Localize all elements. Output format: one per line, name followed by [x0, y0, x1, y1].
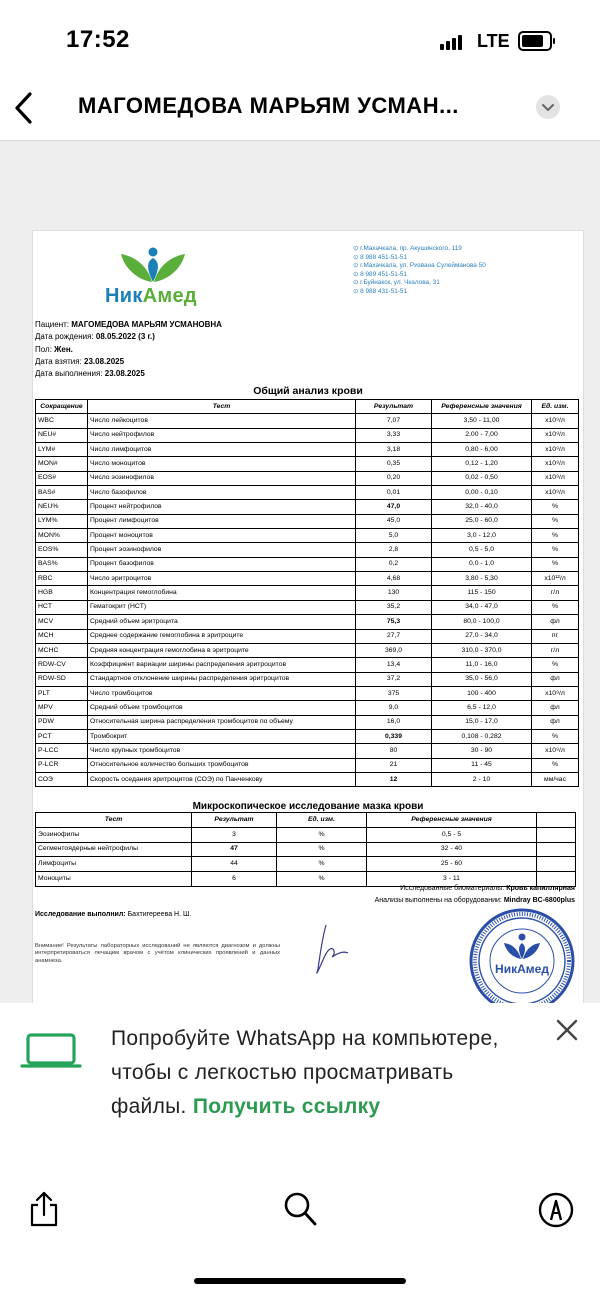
- clinic-address-line: ⊙ г.Махачкала, пр. Акушинского, 119: [353, 245, 462, 252]
- reference-cell: 3,0 - 12,0: [432, 529, 532, 543]
- table-row: [36, 500, 579, 514]
- result-cell: 35,2: [356, 600, 432, 614]
- reference-cell: 6,5 - 12,0: [432, 701, 532, 715]
- bottom-toolbar: [0, 1173, 600, 1297]
- result-cell: 12: [356, 772, 432, 786]
- unit-cell: %: [532, 729, 579, 743]
- table-row: [36, 643, 579, 657]
- result-cell: 0,20: [356, 471, 432, 485]
- reference-cell: 0,0 - 1,0: [432, 557, 532, 571]
- viewer-header: [0, 80, 600, 141]
- table-row: [36, 557, 579, 571]
- abbreviation-cell: PDW: [36, 715, 88, 729]
- result-cell: 0,01: [356, 486, 432, 500]
- result-cell: 45,0: [356, 514, 432, 528]
- test-name-cell: Относительная ширина распределения тромбоцитов по объему: [88, 715, 356, 729]
- title-menu-button[interactable]: [536, 95, 560, 119]
- micro-unit-cell: %: [277, 842, 367, 857]
- table-row: [36, 744, 579, 758]
- result-cell: 47,0: [356, 500, 432, 514]
- micro-result-cell: 47: [192, 842, 277, 857]
- reference-cell: 25,0 - 60,0: [432, 514, 532, 528]
- abbreviation-cell: P-LCC: [36, 744, 88, 758]
- chevron-down-icon: [536, 95, 560, 119]
- table-row: [36, 514, 579, 528]
- test-name-cell: Число лимфоцитов: [88, 443, 356, 457]
- unit-cell: x10⁹/л: [532, 457, 579, 471]
- table-row: [36, 715, 579, 729]
- unit-cell: x10⁹/л: [532, 486, 579, 500]
- reference-cell: 0,00 - 0,10: [432, 486, 532, 500]
- reference-cell: 0,108 - 0,282: [432, 729, 532, 743]
- test-name-cell: Число моноцитов: [88, 457, 356, 471]
- test-name-cell: Скорость оседания эритроцитов (СОЭ) по Панченкову: [88, 772, 356, 786]
- blood-column-header: Тест: [88, 400, 356, 414]
- test-name-cell: Число эритроцитов: [88, 572, 356, 586]
- reference-cell: 34,0 - 47,0: [432, 600, 532, 614]
- unit-cell: %: [532, 543, 579, 557]
- status-bar: [0, 0, 600, 80]
- unit-cell: г/л: [532, 643, 579, 657]
- abbreviation-cell: PCT: [36, 729, 88, 743]
- result-cell: 0,2: [356, 557, 432, 571]
- reference-cell: 310,0 - 370,0: [432, 643, 532, 657]
- test-name-cell: Число лейкоцитов: [88, 414, 356, 428]
- unit-cell: мм/час: [532, 772, 579, 786]
- micro-result-cell: 6: [192, 872, 277, 887]
- table-row: [36, 629, 579, 643]
- reference-cell: 100 - 400: [432, 686, 532, 700]
- reference-cell: 30 - 90: [432, 744, 532, 758]
- micro-unit-cell: %: [277, 872, 367, 887]
- result-cell: 75,3: [356, 615, 432, 629]
- unit-cell: г/л: [532, 586, 579, 600]
- reference-cell: 27,0 - 34,0: [432, 629, 532, 643]
- patient-info: Пациент: МАГОМЕДОВА МАРЬЯМ УСМАНОВНА Дата рождения: 08.05.2022 (3 г.) Пол: Жен. Дата взятия: 23.08.2025 Дата выполнения: 23.08.2025: [35, 320, 222, 379]
- laptop-icon: [20, 1031, 82, 1071]
- unit-cell: %: [532, 514, 579, 528]
- unit-cell: %: [532, 758, 579, 772]
- disclaimer-text: Внимание! Результаты лабораторных исследований не являются диагнозом и должны интерпретироваться лечащим врачом с учётом клинических проявлений и данных анамнеза.: [35, 943, 280, 964]
- table-row: [36, 457, 579, 471]
- micro-column-header: Тест: [36, 813, 192, 828]
- blood-column-header: Референсные значения: [432, 400, 532, 414]
- abbreviation-cell: LYM#: [36, 443, 88, 457]
- clinic-address-line: ⊙ г.Буйнакск, ул. Чкалова, 31: [353, 279, 440, 287]
- blood-test-table: [35, 399, 579, 787]
- table-row: [36, 443, 579, 457]
- micro-unit-cell: %: [277, 827, 367, 842]
- reference-cell: 0,02 - 0,50: [432, 471, 532, 485]
- micro-result-cell: 3: [192, 827, 277, 842]
- unit-cell: x10⁹/л: [532, 443, 579, 457]
- abbreviation-cell: WBC: [36, 414, 88, 428]
- clinic-address-line: ⊙ 8 988 451-51-51: [353, 253, 408, 261]
- micro-test-cell: Сегментоядерные нейтрофилы: [36, 842, 192, 857]
- table-row: [36, 529, 579, 543]
- result-cell: 2,8: [356, 543, 432, 557]
- share-button[interactable]: [26, 1189, 62, 1234]
- abbreviation-cell: EOS#: [36, 471, 88, 485]
- test-name-cell: Концентрация гемоглобина: [88, 586, 356, 600]
- table-row: [36, 615, 579, 629]
- table-row: [36, 842, 576, 857]
- test-name-cell: Процент эозинофилов: [88, 543, 356, 557]
- micro-result-cell: 44: [192, 857, 277, 872]
- unit-cell: фл: [532, 615, 579, 629]
- table-row: [36, 686, 579, 700]
- blood-column-header: Ед. изм.: [532, 400, 579, 414]
- micro-test-cell: Лимфоциты: [36, 857, 192, 872]
- test-name-cell: Среднее содержание гемоглобина в эритроците: [88, 629, 356, 643]
- unit-cell: x10¹²/л: [532, 572, 579, 586]
- test-name-cell: Процент базофилов: [88, 557, 356, 571]
- micro-test-cell: Моноциты: [36, 872, 192, 887]
- lab-report-document[interactable]: [32, 230, 584, 1004]
- banner-text: Попробуйте WhatsApp на компьютере, чтобы с легкостью просматривать файлы. Получить ссылку: [111, 1027, 499, 1118]
- table-row: [36, 827, 576, 842]
- unit-cell: %: [532, 529, 579, 543]
- abbreviation-cell: MCH: [36, 629, 88, 643]
- table-row: [36, 701, 579, 715]
- test-name-cell: Гематокрит (HCT): [88, 600, 356, 614]
- micro-reference-cell: 25 - 60: [367, 857, 537, 872]
- unit-cell: фл: [532, 672, 579, 686]
- equipment-line: Анализы выполнены на оборудовании: Mindray BC-6800plus: [374, 897, 575, 904]
- performed-by: Исследование выполнил: Бахтигереева Н. Ш.: [35, 911, 192, 918]
- back-arrow-icon: [12, 88, 38, 128]
- table-row: [36, 428, 579, 442]
- micro-test-title: Микроскопическое исследование мазка крови: [192, 801, 424, 812]
- micro-column-header: Ед. изм.: [277, 813, 367, 828]
- unit-cell: x10⁹/л: [532, 414, 579, 428]
- back-button[interactable]: [12, 88, 38, 137]
- test-name-cell: Средний объем эритроцита: [88, 615, 356, 629]
- unit-cell: фл: [532, 701, 579, 715]
- micro-test-table: [35, 812, 576, 887]
- abbreviation-cell: MCV: [36, 615, 88, 629]
- test-name-cell: Средняя концентрация гемоглобина в эритроците: [88, 643, 356, 657]
- unit-cell: x10⁹/л: [532, 686, 579, 700]
- table-row: [36, 414, 579, 428]
- test-name-cell: Число крупных тромбоцитов: [88, 744, 356, 758]
- abbreviation-cell: MON%: [36, 529, 88, 543]
- test-name-cell: Тромбокрит: [88, 729, 356, 743]
- test-name-cell: Средний объем тромбоцитов: [88, 701, 356, 715]
- reference-cell: 0,80 - 6,00: [432, 443, 532, 457]
- network-type: LTE: [477, 31, 510, 51]
- close-icon: [554, 1017, 580, 1043]
- abbreviation-cell: BAS#: [36, 486, 88, 500]
- reference-cell: 115 - 150: [432, 586, 532, 600]
- abbreviation-cell: NEU%: [36, 500, 88, 514]
- unit-cell: фл: [532, 715, 579, 729]
- biomaterial-line: Исследованные биоматериалы: Кровь капиллярная: [400, 885, 575, 892]
- micro-test-cell: Эозинофилы: [36, 827, 192, 842]
- reference-cell: 15,0 - 17,0: [432, 715, 532, 729]
- test-name-cell: Число тромбоцитов: [88, 686, 356, 700]
- test-name-cell: Число базофилов: [88, 486, 356, 500]
- micro-reference-cell: 3 - 11: [367, 872, 537, 887]
- svg-text:НикАмед: НикАмед: [495, 962, 549, 976]
- result-cell: 21: [356, 758, 432, 772]
- abbreviation-cell: MON#: [36, 457, 88, 471]
- unit-cell: пг: [532, 629, 579, 643]
- micro-reference-cell: 32 - 40: [367, 842, 537, 857]
- unit-cell: %: [532, 600, 579, 614]
- table-row: [36, 572, 579, 586]
- reference-cell: 0,5 - 5,0: [432, 543, 532, 557]
- reference-cell: 32,0 - 40,0: [432, 500, 532, 514]
- reference-cell: 80,0 - 100,0: [432, 615, 532, 629]
- page-title: МАГОМЕДОВА МАРЬЯМ УСМАН...: [78, 93, 459, 118]
- abbreviation-cell: HCT: [36, 600, 88, 614]
- result-cell: 0,339: [356, 729, 432, 743]
- patient-name: МАГОМЕДОВА МАРЬЯМ УСМАНОВНА: [71, 320, 222, 329]
- nikamed-logo-icon: [119, 246, 187, 286]
- unit-cell: x10⁹/л: [532, 471, 579, 485]
- result-cell: 80: [356, 744, 432, 758]
- result-cell: 27,7: [356, 629, 432, 643]
- reference-cell: 2 - 10: [432, 772, 532, 786]
- reference-cell: 11,0 - 16,0: [432, 658, 532, 672]
- abbreviation-cell: MCHC: [36, 643, 88, 657]
- test-name-cell: Число нейтрофилов: [88, 428, 356, 442]
- reference-cell: 3,50 - 11,00: [432, 414, 532, 428]
- battery-icon: [518, 31, 552, 51]
- result-cell: 130: [356, 586, 432, 600]
- result-cell: 3,33: [356, 428, 432, 442]
- brand-name: НикАмед: [105, 285, 197, 307]
- result-cell: 5,0: [356, 529, 432, 543]
- markup-button[interactable]: [537, 1189, 575, 1234]
- table-row: [36, 586, 579, 600]
- abbreviation-cell: P-LCR: [36, 758, 88, 772]
- result-cell: 3,18: [356, 443, 432, 457]
- abbreviation-cell: RBC: [36, 572, 88, 586]
- result-cell: 16,0: [356, 715, 432, 729]
- micro-column-header: Референсные значения: [367, 813, 537, 828]
- unit-cell: %: [532, 658, 579, 672]
- abbreviation-cell: PLT: [36, 686, 88, 700]
- reference-cell: 2,00 - 7,00: [432, 428, 532, 442]
- table-row: [36, 672, 579, 686]
- clinic-address-line: ⊙ г.Махачкала, ул. Ризвана Сулейманова 50: [353, 262, 486, 270]
- blood-column-header: Сокращение: [36, 400, 88, 414]
- search-icon: [282, 1189, 320, 1229]
- micro-reference-cell: 0,5 - 5: [367, 827, 537, 842]
- clinic-addresses: [353, 245, 486, 297]
- clinic-address-line: ⊙ 8 988 431-51-51: [353, 287, 408, 295]
- abbreviation-cell: BAS%: [36, 557, 88, 571]
- result-cell: 375: [356, 686, 432, 700]
- result-cell: 13,4: [356, 658, 432, 672]
- table-row: [36, 772, 579, 786]
- abbreviation-cell: LYM%: [36, 514, 88, 528]
- clinic-address-line: ⊙ 8 989 451-51-51: [353, 270, 408, 278]
- test-name-cell: Число эозинофилов: [88, 471, 356, 485]
- result-cell: 4,68: [356, 572, 432, 586]
- abbreviation-cell: MPV: [36, 701, 88, 715]
- reference-cell: 0,12 - 1,20: [432, 457, 532, 471]
- table-row: [36, 758, 579, 772]
- table-row: [36, 543, 579, 557]
- test-name-cell: Процент нейтрофилов: [88, 500, 356, 514]
- signature-icon: [308, 921, 358, 981]
- reference-cell: 35,0 - 56,0: [432, 672, 532, 686]
- clinic-stamp-icon: [468, 907, 576, 1015]
- abbreviation-cell: HGB: [36, 586, 88, 600]
- signal-icon: [440, 32, 464, 50]
- table-row: [36, 729, 579, 743]
- reference-cell: 3,80 - 5,30: [432, 572, 532, 586]
- blood-test-title: Общий анализ крови: [253, 385, 363, 397]
- share-icon: [26, 1189, 62, 1229]
- test-name-cell: Процент лимфоцитов: [88, 514, 356, 528]
- home-indicator[interactable]: [194, 1278, 406, 1284]
- test-name-cell: Процент моноцитов: [88, 529, 356, 543]
- table-row: [36, 471, 579, 485]
- table-row: [36, 600, 579, 614]
- micro-column-header: Результат: [192, 813, 277, 828]
- result-cell: 7,07: [356, 414, 432, 428]
- unit-cell: x10⁹/л: [532, 744, 579, 758]
- close-banner-button[interactable]: [554, 1017, 580, 1051]
- abbreviation-cell: RDW-CV: [36, 658, 88, 672]
- result-cell: 0,35: [356, 457, 432, 471]
- reference-cell: 11 - 45: [432, 758, 532, 772]
- table-row: [36, 486, 579, 500]
- get-link-button[interactable]: Получить ссылку: [192, 1095, 381, 1118]
- markup-pen-icon: [537, 1189, 575, 1229]
- unit-cell: %: [532, 557, 579, 571]
- table-row: [36, 857, 576, 872]
- blood-column-header: Результат: [356, 400, 432, 414]
- micro-unit-cell: %: [277, 857, 367, 872]
- result-cell: 369,0: [356, 643, 432, 657]
- unit-cell: %: [532, 500, 579, 514]
- abbreviation-cell: СОЭ: [36, 772, 88, 786]
- search-button[interactable]: [282, 1189, 320, 1234]
- abbreviation-cell: EOS%: [36, 543, 88, 557]
- result-cell: 37,2: [356, 672, 432, 686]
- unit-cell: x10⁹/л: [532, 428, 579, 442]
- abbreviation-cell: NEU#: [36, 428, 88, 442]
- result-cell: 9,0: [356, 701, 432, 715]
- test-name-cell: Коэффициент вариации ширины распределения эритроцитов: [88, 658, 356, 672]
- test-name-cell: Относительное количество больших тромбоцитов: [88, 758, 356, 772]
- abbreviation-cell: RDW-SD: [36, 672, 88, 686]
- test-name-cell: Стандартное отклонение ширины распределения эритроцитов: [88, 672, 356, 686]
- whatsapp-promo-banner: [0, 1003, 600, 1173]
- status-time: 17:52: [66, 26, 130, 53]
- table-row: [36, 658, 579, 672]
